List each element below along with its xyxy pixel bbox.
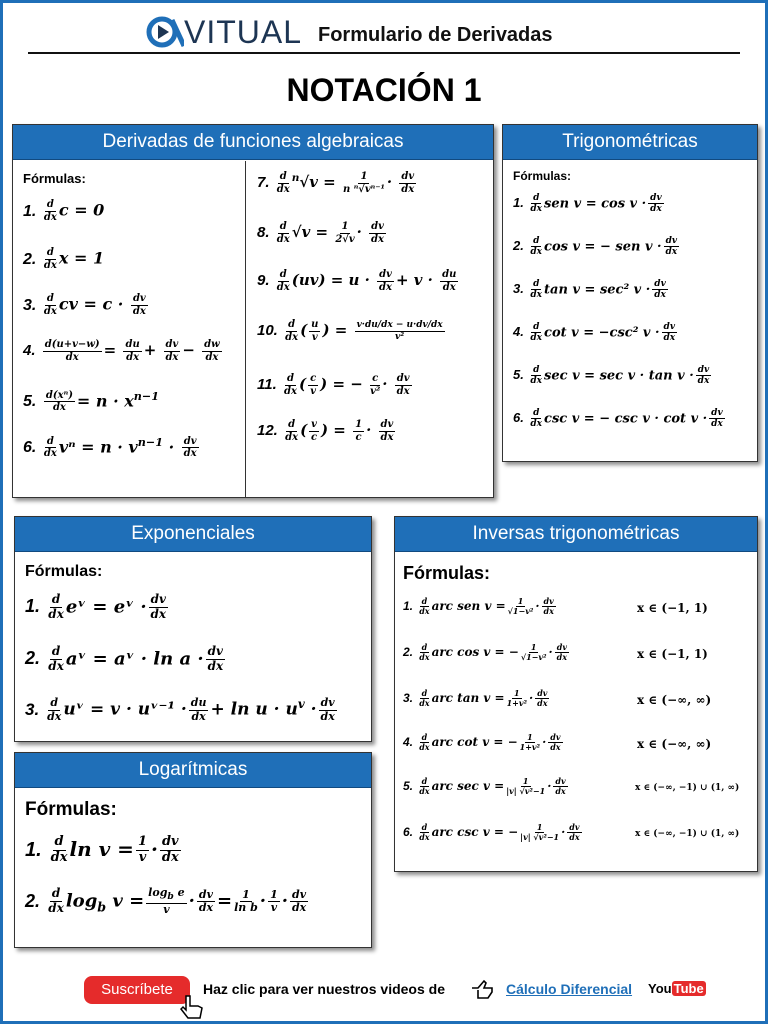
formula-inv-5: 5. $\frac{d}{dx}$ arc sec v = $\frac{1}{\text{|v| √v²−1}}$ · $\frac{dv}{dx}$ <box>403 776 566 797</box>
panel-title: Exponenciales <box>15 517 371 552</box>
thumb-pointer-icon <box>470 978 494 1000</box>
hand-cursor-icon <box>180 994 208 1020</box>
formula-trig-6: 6. $\frac{d}{dx}$ csc v = − csc v · cot v · $\frac{dv}{dx}$ <box>513 408 723 430</box>
formula-alg-11: 11. $\frac{d}{dx}$ ( $\frac{c}{v}$ ) = − $\frac{c}{\text{v²}}$ · $\frac{dv}{dx}$ <box>257 373 410 397</box>
column-divider <box>245 161 246 497</box>
vitual-logo <box>144 12 304 52</box>
formulas-label: Fórmulas: <box>403 563 491 583</box>
youtube-logo[interactable]: You Tube <box>648 981 704 996</box>
domain-inv-2: x ∈ (−1, 1) <box>637 647 708 661</box>
formula-inv-4: 4. $\frac{d}{dx}$ arc cot v = − $\frac{1}{\text{1+v²}}$ · $\frac{dv}{dx}$ <box>403 732 561 753</box>
panel-title: Derivadas de funciones algebraicas <box>13 125 493 160</box>
formula-alg-6: 6. $\frac{d}{dx}$ $v^n = n \cdot v^{n-1}$ · $\frac{dv}{dx}$ <box>23 435 197 460</box>
panel-logarithmic <box>14 752 372 948</box>
alpha-logo-icon <box>144 12 184 52</box>
domain-inv-5: x ∈ (−∞, −1) ∪ (1, ∞) <box>635 783 740 793</box>
formula-trig-1: 1. $\frac{d}{dx}$ sen v = cos v · $\frac{dv}{dx}$ <box>513 193 662 215</box>
formulas-label: Fórmulas: <box>25 563 103 580</box>
formula-inv-3: 3. $\frac{d}{dx}$ arc tan v = $\frac{1}{\text{1+v²}}$ · $\frac{dv}{dx}$ <box>403 688 548 709</box>
domain-inv-3: x ∈ (−∞, ∞) <box>637 693 712 707</box>
subscribe-button[interactable]: Suscríbete <box>84 976 190 1004</box>
formula-alg-2: 2. $\frac{d}{dx}$ x = 1 <box>23 247 105 271</box>
formula-inv-1: 1. $\frac{d}{dx}$ arc sen v = $\frac{1}{\text{√1−v²}}$ · $\frac{dv}{dx}$ <box>403 596 554 617</box>
panel-title: Inversas trigonométricas <box>395 517 757 552</box>
logo-text: VITUAL <box>184 14 303 50</box>
domain-inv-4: x ∈ (−∞, ∞) <box>637 737 712 751</box>
formulas-label: Fórmulas: <box>23 171 86 186</box>
panel-exponential <box>14 516 372 742</box>
formula-alg-12: 12. $\frac{d}{dx}$ ( $\frac{v}{c}$ ) = $\frac{1}{c}$ · $\frac{dv}{dx}$ <box>257 419 394 443</box>
formula-alg-1: 1. $\frac{d}{dx}$ c = 0 <box>23 199 105 223</box>
formulas-label: Fórmulas: <box>513 169 572 183</box>
header-rule <box>28 52 740 54</box>
formulas-label: Fórmulas: <box>25 799 117 820</box>
footer-text: Haz clic para ver nuestros videos de <box>203 981 445 997</box>
panel-inverse-trigonometric <box>394 516 758 872</box>
formula-trig-5: 5. $\frac{d}{dx}$ sec v = sec v · tan v · $\frac{dv}{dx}$ <box>513 365 710 387</box>
document-title: Formulario de Derivadas <box>318 24 553 46</box>
formula-trig-3: 3. $\frac{d}{dx}$ tan v = sec² v · $\frac{dv}{dx}$ <box>513 279 666 301</box>
formula-trig-4: 4. $\frac{d}{dx}$ cot v = −csc² v · $\frac{dv}{dx}$ <box>513 322 676 344</box>
formula-alg-9: 9. $\frac{d}{dx}$ (uv) = u · $\frac{dv}{dx}$ + v · $\frac{du}{dx}$ <box>257 269 457 293</box>
calculo-diferencial-link[interactable]: Cálculo Diferencial <box>506 981 633 997</box>
formula-alg-10: 10. $\frac{d}{dx}$ ( $\frac{u}{v}$ ) = $\frac{v\cdot du/dx - u\cdot dv/dx}{\text{v²}}$ <box>257 319 443 343</box>
formula-inv-6: 6. $\frac{d}{dx}$ arc csc v = − $\frac{1}{\text{|v| √v²−1}}$ · $\frac{dv}{dx}$ <box>403 822 580 843</box>
page-title: NOTACIÓN 1 <box>286 72 482 108</box>
formula-trig-2: 2. $\frac{d}{dx}$ cos v = − sen v · $\frac{dv}{dx}$ <box>513 236 678 258</box>
panel-algebraic <box>12 124 494 498</box>
formula-alg-7: 7. $\frac{d}{dx}$ $^n$√v = $\frac{1}{\text{n ⁿ√vⁿ⁻¹}}$ · $\frac{dv}{dx}$ <box>257 171 415 195</box>
formula-exp-1: 1. $\frac{d}{dx}$ eᵛ = eᵛ · $\frac{dv}{dx}$ <box>25 592 167 621</box>
formula-inv-2: 2. $\frac{d}{dx}$ arc cos v = − $\frac{1}{\text{√1−v²}}$ · $\frac{dv}{dx}$ <box>403 642 568 663</box>
formula-exp-2: 2. $\frac{d}{dx}$ aᵛ = aᵛ · ln a · $\frac{dv}{dx}$ <box>25 644 224 673</box>
panel-trigonometric <box>502 124 758 462</box>
panel-title: Trigonométricas <box>503 125 757 160</box>
formula-alg-4: 4. $\frac{d(u+v-w)}{dx}$ = $\frac{du}{dx}$ + $\frac{dv}{dx}$ − $\frac{dw}{dx}$ <box>23 339 220 363</box>
formula-alg-5: 5. $\frac{\text{d(xⁿ)}}{dx}$ = $n \cdot x^{n-1}$ <box>23 389 160 414</box>
formula-log-1: 1. $\frac{d}{dx}$ ln v = $\frac{1}{v}$ · $\frac{dv}{dx}$ <box>25 834 179 865</box>
formula-alg-8: 8. $\frac{d}{dx}$ √v = $\frac{1}{2√v}$ · $\frac{dv}{dx}$ <box>257 221 384 245</box>
formula-alg-3: 3. $\frac{d}{dx}$ cv = c · $\frac{dv}{dx}$ <box>23 293 146 317</box>
formula-log-2: 2. $\frac{d}{dx}$ $\log_b v$ = $\frac{\log_b e}{v}$ · $\frac{dv}{dx}$ = $\frac{1}{\text{ln b}}$ · $\frac{1}{v}$ · $\frac{dv}{dx}$ <box>25 886 307 916</box>
panel-title: Logarítmicas <box>15 753 371 788</box>
domain-inv-6: x ∈ (−∞, −1) ∪ (1, ∞) <box>635 829 740 839</box>
formula-exp-3: 3. $\frac{d}{dx}$ uᵛ = v · uᵛ⁻¹ · $\frac{du}{dx}$ + $\ln u \cdot u^v$ · $\frac{dv}{dx}$ <box>25 696 335 723</box>
domain-inv-1: x ∈ (−1, 1) <box>637 601 708 615</box>
